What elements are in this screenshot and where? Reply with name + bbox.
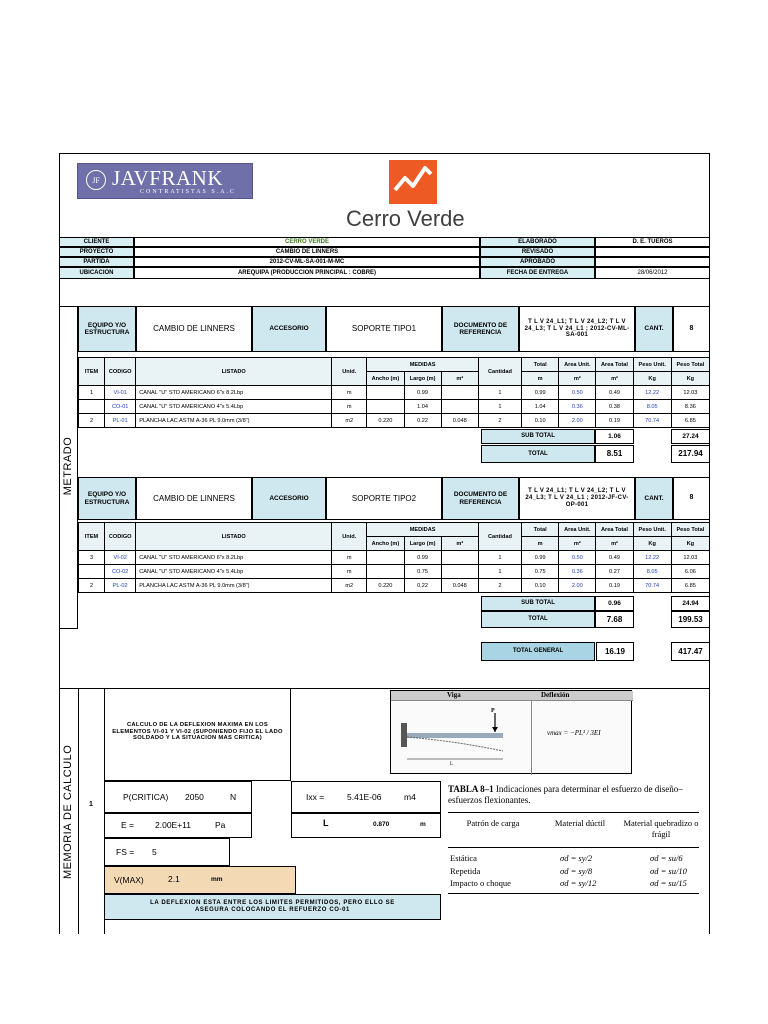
deflexion-header: Deflexión — [541, 691, 570, 699]
unit-peso-unit: Kg — [633, 537, 671, 551]
javfrank-logo-mark: JF — [86, 170, 106, 190]
cell-unid: m — [332, 551, 367, 565]
table-row — [79, 565, 710, 579]
divider — [448, 847, 699, 848]
cell-unid: m — [332, 386, 367, 400]
col-unid: Unid. — [332, 523, 367, 551]
cell-total: 1.04 — [522, 400, 559, 414]
header-row — [79, 523, 710, 537]
col-listado: LISTADO — [136, 523, 332, 551]
unit-area-total: m² — [596, 537, 633, 551]
col-cantidad: Cantidad — [478, 523, 521, 551]
deflexion-formula: vmax = −PL³ / 3EI — [547, 729, 601, 737]
header-row — [79, 358, 710, 372]
partida-label: PARTIDA — [59, 257, 134, 267]
cell-area-total: 0.27 — [596, 565, 633, 579]
cell-peso-unit: 70.74 — [633, 579, 671, 593]
cell-peso-unit: 8.05 — [633, 400, 671, 414]
metrado-label: METRADO — [62, 436, 74, 496]
accesorio-value: SOPORTE TIPO2 — [326, 477, 442, 520]
cell-m2 — [441, 565, 478, 579]
cell-total: 0.99 — [522, 386, 559, 400]
cell-area-unit: 0.50 — [559, 551, 596, 565]
cell-codigo: CO-01 — [105, 400, 136, 414]
viga-header: Viga — [447, 691, 461, 699]
cliente-label: CLIENTE — [59, 237, 134, 247]
cell-codigo: CO-02 — [105, 565, 136, 579]
v-max-unit: mm — [211, 876, 223, 883]
ixx-value: 5.41E-06 — [347, 792, 382, 802]
col-ancho: Ancho (m) — [367, 537, 404, 551]
tabla-col-ductil: Material dúctil — [554, 818, 606, 828]
total-general-label: TOTAL GENERAL — [481, 642, 595, 661]
cell-largo: 0.99 — [404, 386, 441, 400]
col-m2: m² — [441, 537, 478, 551]
cell-ancho: 0.220 — [367, 414, 404, 428]
table-row — [79, 414, 710, 428]
col-largo: Largo (m) — [404, 372, 441, 386]
unit-peso-unit: Kg — [633, 372, 671, 386]
tabla-cell: σd = su/10 — [650, 866, 687, 876]
cell-cantidad: 1 — [478, 386, 521, 400]
cliente-value: CERRO VERDE — [134, 237, 480, 247]
revisado-label: REVISADO — [480, 247, 595, 257]
total-label: TOTAL — [481, 611, 595, 628]
cell-m2 — [441, 400, 478, 414]
tabla-caption: Indicaciones para determinar el esfuerzo de diseño–esfuerzos flexionantes. — [448, 784, 683, 806]
subtotal-peso: 24.94 — [671, 596, 710, 611]
total-label: TOTAL — [481, 445, 595, 463]
col-item: ITEM — [79, 523, 105, 551]
cell-peso-total: 12.03 — [671, 386, 709, 400]
ubicacion-value: AREQUIPA (PRODUCCION PRINCIPAL : COBRE) — [134, 267, 480, 279]
tabla-8-1 — [448, 784, 703, 807]
cell-area-total: 0.38 — [596, 400, 633, 414]
cerro-verde-logo-text: Cerro Verde — [346, 206, 465, 231]
block-1-table — [78, 357, 710, 428]
cell-listado: CANAL "U" STD AMERICANO 4"x 5.4Lbp — [136, 565, 332, 579]
table-row — [79, 551, 710, 565]
aprobado-value — [595, 257, 710, 267]
cell-area-unit: 2.00 — [559, 414, 596, 428]
ixx-unit: m4 — [404, 792, 416, 802]
memoria-label: MEMORIA DE CALCULO — [62, 744, 74, 879]
cell-m2: 0.048 — [441, 579, 478, 593]
cell-cantidad: 1 — [478, 565, 521, 579]
accesorio-label: ACCESORIO — [252, 306, 326, 352]
cell-m2 — [441, 551, 478, 565]
cell-unid: m — [332, 565, 367, 579]
equipo-value: CAMBIO DE LINNERS — [136, 306, 252, 352]
cell-area-total: 0.19 — [596, 414, 633, 428]
cell-unid: m — [332, 400, 367, 414]
cell-area-total: 0.49 — [596, 551, 633, 565]
subtotal-label: SUB TOTAL — [481, 429, 595, 444]
unit-area: m² — [559, 372, 596, 386]
total-peso: 217.94 — [671, 445, 710, 463]
subtotal-area: 0.96 — [595, 596, 634, 611]
tabla-cell: σd = su/6 — [650, 853, 683, 863]
e-unit: Pa — [215, 820, 226, 830]
unit-peso-total: Kg — [671, 537, 709, 551]
col-area-unit: Area Unit. — [559, 358, 596, 372]
documento-label: DOCUMENTO DE REFERENCIA — [442, 477, 519, 520]
cell-unid: m2 — [332, 414, 367, 428]
revisado-value — [595, 247, 710, 257]
cell-unid: m2 — [332, 579, 367, 593]
cell-ancho — [367, 551, 404, 565]
block-2-table — [78, 522, 710, 593]
memoria-description: CALCULO DE LA DEFLEXION MAXIMA EN LOS ELEMENTOS VI-01 Y VI-02 (SUPONIENDO FIJO EL LADO SOLDADO Y LA SITUACION MAS CRITICA) — [112, 722, 283, 742]
cell-codigo: VI-02 — [105, 551, 136, 565]
cant-value: 8 — [673, 306, 710, 352]
total-area: 7.68 — [595, 611, 634, 628]
fecha-value: 28/06/2012 — [595, 267, 710, 279]
cell-area-unit: 0.50 — [559, 386, 596, 400]
cell-item: 2 — [79, 414, 105, 428]
cell-item: 3 — [79, 551, 105, 565]
cell-peso-total: 6.85 — [671, 579, 709, 593]
javfrank-logo — [77, 163, 253, 199]
tabla-row-impacto: Impacto o choque — [450, 878, 511, 888]
cell-codigo: VI-01 — [105, 386, 136, 400]
documento-label: DOCUMENTO DE REFERENCIA — [442, 306, 519, 352]
cell-total: 0.10 — [522, 414, 559, 428]
cell-largo: 0.22 — [404, 579, 441, 593]
cell-largo: 1.04 — [404, 400, 441, 414]
col-area-unit: Area Unit. — [559, 523, 596, 537]
cell-peso-total: 8.36 — [671, 400, 709, 414]
conclusion: LA DEFLEXION ESTA ENTRE LOS LIMITES PERMITIDOS, PERO ELLO SE ASEGURA COLOCANDO EL REFUERZO CO-01 — [104, 894, 441, 920]
unit-total: m — [522, 537, 559, 551]
p-critica-unit: N — [230, 792, 237, 802]
col-medidas: MEDIDAS — [367, 358, 479, 372]
total-area: 8.51 — [595, 445, 634, 463]
unit-total: m — [522, 372, 559, 386]
tabla-col-patron: Patrón de carga — [466, 818, 520, 828]
divider — [448, 812, 699, 813]
tabla-row-repetida: Repetida — [450, 866, 481, 876]
divider — [448, 893, 699, 894]
col-unid: Unid. — [332, 358, 367, 386]
cell-item: 2 — [79, 579, 105, 593]
cell-listado: CANAL "U" STD AMERICANO 6"x 8.2Lbp — [136, 551, 332, 565]
col-ancho: Ancho (m) — [367, 372, 404, 386]
elaborado-value: D. E. TUEROS — [595, 237, 710, 247]
memoria-item: 1 — [89, 800, 93, 808]
col-item: ITEM — [79, 358, 105, 386]
total-general-area: 16.19 — [596, 642, 634, 661]
col-peso-unit: Peso Unit. — [633, 358, 671, 372]
table-row — [79, 400, 710, 414]
cant-value: 8 — [673, 477, 710, 520]
elaborado-label: ELABORADO — [480, 237, 595, 247]
equipo-value: CAMBIO DE LINNERS — [136, 477, 252, 520]
l-box — [291, 813, 441, 838]
cell-peso-total: 6.06 — [671, 565, 709, 579]
col-area-total: Area Total — [596, 358, 633, 372]
cell-ancho — [367, 386, 404, 400]
col-area-total: Area Total — [596, 523, 633, 537]
tabla-col-fragil: Material quebradizo o frágil — [623, 818, 699, 840]
col-total: Total — [522, 358, 559, 372]
e-value: 2.00E+11 — [155, 820, 192, 830]
javfrank-logo-subtitle: CONTRATISTAS S.A.C — [140, 189, 237, 195]
total-peso: 199.53 — [671, 611, 710, 628]
ubicacion-label: UBICACION — [59, 267, 134, 279]
cell-area-total: 0.19 — [596, 579, 633, 593]
cant-label: CANT. — [635, 306, 673, 352]
cell-peso-unit: 12.22 — [633, 386, 671, 400]
cell-area-unit: 2.00 — [559, 579, 596, 593]
ixx-label: Ixx = — [306, 792, 325, 802]
fs-value: 5 — [152, 847, 157, 857]
p-critica-value: 2050 — [185, 792, 204, 802]
cell-area-unit: 0.36 — [559, 400, 596, 414]
cell-ancho — [367, 565, 404, 579]
cell-largo: 0.99 — [404, 551, 441, 565]
table-row — [79, 386, 710, 400]
p-critica-label: P(CRITICA) — [123, 792, 169, 802]
cell-total: 0.10 — [522, 579, 559, 593]
unit-area-total: m² — [596, 372, 633, 386]
proyecto-label: PROYECTO — [59, 247, 134, 257]
col-total: Total — [522, 523, 559, 537]
subtotal-peso: 27.24 — [671, 429, 710, 444]
proyecto-value: CAMBIO DE LINNERS — [134, 247, 480, 257]
tabla-cell: σd = sy/8 — [560, 866, 593, 876]
table-row — [79, 579, 710, 593]
cell-peso-unit: 70.74 — [633, 414, 671, 428]
tabla-row-estatica: Estática — [450, 853, 477, 863]
col-cantidad: Cantidad — [478, 358, 521, 386]
cell-ancho: 0.220 — [367, 579, 404, 593]
cantilever-beam-icon — [395, 705, 527, 771]
col-medidas: MEDIDAS — [367, 523, 479, 537]
cell-peso-total: 6.85 — [671, 414, 709, 428]
cell-cantidad: 2 — [478, 414, 521, 428]
cell-cantidad: 1 — [478, 400, 521, 414]
cell-m2: 0.048 — [441, 414, 478, 428]
tabla-cell: σd = sy/2 — [560, 853, 593, 863]
cell-area-unit: 0.36 — [559, 565, 596, 579]
documento-value: T L V 24_L1; T L V 24_L2; T L V 24_L3; T L V 24_L1 ; 2012-JF-CV-OP-001 — [519, 477, 635, 520]
l-unit: m — [420, 821, 426, 828]
cell-peso-unit: 8.05 — [633, 565, 671, 579]
viga-deflexion-figure — [390, 690, 632, 774]
cerro-verde-mountain-icon — [389, 160, 437, 204]
cell-item — [79, 400, 105, 414]
cell-m2 — [441, 386, 478, 400]
accesorio-value: SOPORTE TIPO1 — [326, 306, 442, 352]
partida-value: 2012-CV-ML-SA-001-M-MC — [134, 257, 480, 267]
cell-listado: CANAL "U" STD AMERICANO 6"x 8.2Lbp — [136, 386, 332, 400]
unit-peso-total: Kg — [671, 372, 709, 386]
documento-value: T L V 24_L1; T L V 24_L2; T L V 24_L3; T L V 24_L1 ; 2012-CV-ML-SA-001 — [519, 306, 635, 352]
cell-total: 0.75 — [522, 565, 559, 579]
svg-text:P: P — [491, 708, 495, 714]
col-largo: Largo (m) — [404, 537, 441, 551]
cell-listado: CANAL "U" STD AMERICANO 4"x 5.4Lbp — [136, 400, 332, 414]
cell-largo: 0.22 — [404, 414, 441, 428]
subtotal-label: SUB TOTAL — [481, 596, 595, 611]
cell-cantidad: 1 — [478, 551, 521, 565]
cell-item: 1 — [79, 386, 105, 400]
cell-listado: PLANCHA LAC ASTM A-36 PL 9.0mm (3/8") — [136, 579, 332, 593]
cant-label: CANT. — [635, 477, 673, 520]
fs-label: FS = — [116, 847, 135, 857]
l-label: L — [323, 818, 329, 828]
cell-area-total: 0.49 — [596, 386, 633, 400]
l-value: 0.870 — [373, 821, 390, 828]
cerro-verde-logo-icon — [389, 160, 437, 204]
figure-divider — [531, 701, 532, 775]
svg-text:L: L — [450, 762, 454, 767]
col-codigo: CODIGO — [105, 358, 136, 386]
col-listado: LISTADO — [136, 358, 332, 386]
cell-codigo: PL-01 — [105, 414, 136, 428]
cell-cantidad: 2 — [478, 579, 521, 593]
col-peso-total: Peso Total — [671, 358, 709, 372]
total-general-peso: 417.47 — [671, 642, 710, 661]
col-peso-unit: Peso Unit. — [633, 523, 671, 537]
cell-largo: 0.75 — [404, 565, 441, 579]
tabla-cell: σd = sy/12 — [560, 878, 597, 888]
cell-peso-total: 12.03 — [671, 551, 709, 565]
equipo-label: EQUIPO Y/O ESTRUCTURA — [78, 306, 136, 352]
v-max-value: 2.1 — [168, 874, 180, 884]
col-m2: m² — [441, 372, 478, 386]
tabla-title: TABLA 8–1 — [448, 784, 494, 794]
v-max-label: V(MAX) — [114, 875, 144, 885]
cell-ancho — [367, 400, 404, 414]
figure-header — [391, 691, 633, 701]
aprobado-label: APROBADO — [480, 257, 595, 267]
cell-total: 0.99 — [522, 551, 559, 565]
cell-item — [79, 565, 105, 579]
cell-codigo: PL-02 — [105, 579, 136, 593]
subtotal-area: 1.06 — [595, 429, 634, 444]
javfrank-logo-text: JAVFRANK — [112, 166, 223, 190]
cell-listado: PLANCHA LAC ASTM A-36 PL 9.0mm (3/8") — [136, 414, 332, 428]
tabla-cell: σd = su/15 — [650, 878, 687, 888]
fecha-label: FECHA DE ENTREGA — [480, 267, 595, 279]
col-codigo: CODIGO — [105, 523, 136, 551]
e-label: E = — [121, 820, 134, 830]
accesorio-label: ACCESORIO — [252, 477, 326, 520]
col-peso-total: Peso Total — [671, 523, 709, 537]
equipo-label: EQUIPO Y/O ESTRUCTURA — [78, 477, 136, 520]
cell-peso-unit: 12.22 — [633, 551, 671, 565]
unit-area: m² — [559, 537, 596, 551]
